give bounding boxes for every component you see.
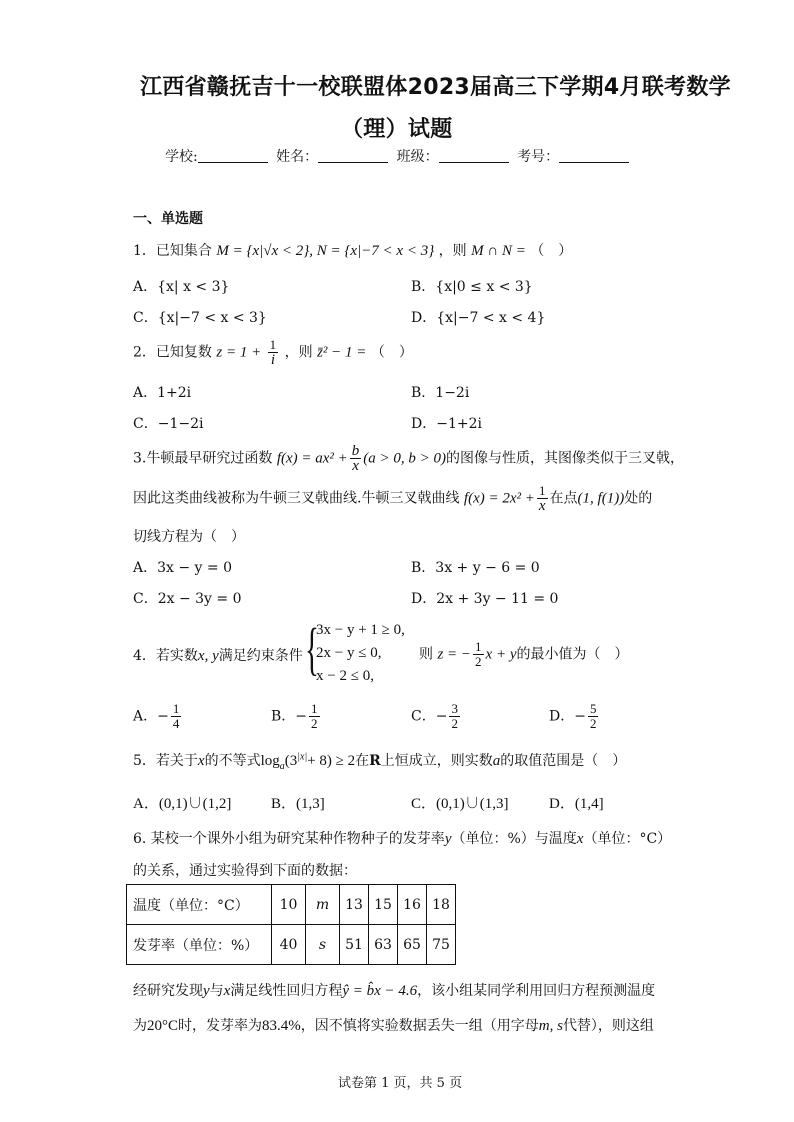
- q3-option-a[interactable]: A．3x − y = 0: [133, 560, 232, 576]
- table-cell: 18: [427, 885, 456, 925]
- table-row: [127, 925, 456, 965]
- table-cell: 65: [398, 925, 427, 965]
- table-cell: 40: [272, 925, 306, 965]
- school-blank[interactable]: [198, 148, 268, 163]
- q4-constraint-3: x − 2 ≤ 0,: [316, 668, 374, 684]
- table-cell: m: [306, 885, 340, 925]
- question-5: 5．若关于x的不等式$\log_a(3^{|x|}+ 8) \ge 2$在R上恒成立，则实数a的取值范围是（ ）: [133, 751, 627, 772]
- q5-option-b[interactable]: B．(1,3]: [271, 796, 325, 812]
- q2-stem: 2．已知复数: [133, 344, 212, 361]
- table-row: [127, 885, 456, 925]
- q1-option-b[interactable]: B．{x|0 ≤ x < 3}: [411, 279, 533, 295]
- question-2: [133, 338, 413, 367]
- exam-no-blank[interactable]: [559, 148, 629, 163]
- q3-option-b[interactable]: B．3x + y − 6 = 0: [411, 560, 540, 576]
- q2-option-d[interactable]: D．−1+2i: [411, 416, 482, 432]
- q3-option-c[interactable]: C．2x − 3y = 0: [133, 591, 242, 607]
- q4-option-a[interactable]: A．− $\frac{1}{4}$: [133, 701, 180, 731]
- q1-then: ，则: [438, 243, 467, 259]
- q1-expr: M ∩ N =: [471, 243, 526, 259]
- table-cell: 15: [369, 885, 398, 925]
- q4-constraint-2: 2x − y ≤ 0,: [316, 645, 382, 661]
- q2-z: z = 1 +: [216, 344, 262, 361]
- question-6-line2: 的关系，通过实验得到下面的数据：: [133, 863, 357, 879]
- table-cell: s: [306, 925, 340, 965]
- question-4-stem: 4．若实数x, y满足约束条件: [133, 648, 303, 664]
- page-footer: 试卷第 1 页，共 5 页: [338, 1076, 463, 1091]
- student-info-line: [165, 146, 633, 166]
- q4-option-b[interactable]: B．− $\frac{1}{2}$: [271, 701, 318, 731]
- q4-option-c[interactable]: C．− $\frac{3}{2}$: [411, 701, 458, 731]
- q5-option-d[interactable]: D．(1,4]: [549, 796, 604, 812]
- page-title-line1: 江西省赣抚吉十一校联盟体2023届高三下学期4月联考数学: [140, 75, 731, 100]
- q2-bracket: （ ）: [370, 344, 413, 361]
- page-title-line2: （理）试题: [341, 117, 453, 142]
- q5-option-a[interactable]: A．(0,1)∪(1,2]: [133, 796, 232, 812]
- table-cell: 75: [427, 925, 456, 965]
- q5-option-c[interactable]: C．(0,1)∪(1,3]: [411, 796, 509, 812]
- school-label: 学校:: [165, 149, 198, 165]
- table-cell: 发芽率（单位：%）: [127, 925, 272, 965]
- class-label: 班级：: [396, 149, 439, 165]
- q1-stem: 1．已知集合: [133, 243, 212, 259]
- table-cell: 温度（单位：°C）: [127, 885, 272, 925]
- question-3-line2: 因此这类曲线被称为牛顿三叉戟曲线.牛顿三叉戟曲线 f(x) = 2x² + $\frac{1}{x}$ 在点(1, f(1))处的: [133, 483, 653, 514]
- q2-option-c[interactable]: C．−1−2i: [133, 416, 204, 432]
- q3-option-d[interactable]: D．2x + 3y − 11 = 0: [411, 591, 559, 607]
- q2-option-b[interactable]: B．1−2i: [411, 385, 470, 401]
- q4-option-d[interactable]: D．− $\frac{5}{2}$: [549, 701, 597, 731]
- q2-option-a[interactable]: A．1+2i: [133, 385, 192, 401]
- q4-constraint-1: 3x − y + 1 ≥ 0,: [316, 622, 405, 638]
- class-blank[interactable]: [439, 148, 509, 163]
- table-cell: 63: [369, 925, 398, 965]
- question-6-line3: 经研究发现y与x满足线性回归方程ŷ = b̂x − 4.6，该小组某同学利用回归方程预测温度: [133, 983, 656, 999]
- q1-option-a[interactable]: A．{x| x < 3}: [133, 279, 230, 295]
- question-4-objective: 则 z = − $\frac{1}{2}$ x + y的最小值为（ ）: [419, 639, 629, 669]
- table-cell: 51: [340, 925, 369, 965]
- q1-sets: M = {x|√x < 2}, N = {x|−7 < x < 3}: [216, 243, 435, 259]
- q2-expr: z̄² − 1 =: [317, 344, 367, 361]
- table-cell: 16: [398, 885, 427, 925]
- table-cell: 10: [272, 885, 306, 925]
- q1-bracket: （ ）: [530, 243, 573, 259]
- q2-fraction: $\frac{1}{i}$: [269, 337, 277, 368]
- q1-option-d[interactable]: D．{x|−7 < x < 4}: [411, 310, 546, 326]
- question-6-line4: 为20°C时，发芽率为83.4%，因不慎将实验数据丢失一组（用字母m, s代替），则这组: [133, 1018, 654, 1034]
- question-6-line1: 6. 某校一个课外小组为研究某种作物种子的发芽率y（单位：%）与温度x（单位：°C）: [133, 831, 672, 847]
- q2-then: ，则: [284, 344, 313, 361]
- q4-brace: {: [305, 616, 319, 681]
- question-3-line1: 3.牛顿最早研究过函数 f(x) = ax² + $\frac{b}{x}$ (a > 0, b > 0)的图像与性质，其图像类似于三叉戟，: [133, 443, 685, 474]
- data-table: [126, 884, 456, 965]
- question-1: [133, 240, 572, 260]
- section-heading: 一、单选题: [133, 211, 203, 227]
- name-blank[interactable]: [318, 148, 388, 163]
- exam-no-label: 考号：: [517, 149, 560, 165]
- question-3-line3: 切线方程为（ ）: [133, 529, 245, 545]
- name-label: 姓名：: [276, 149, 319, 165]
- q1-option-c[interactable]: C．{x|−7 < x < 3}: [133, 310, 267, 326]
- table-cell: 13: [340, 885, 369, 925]
